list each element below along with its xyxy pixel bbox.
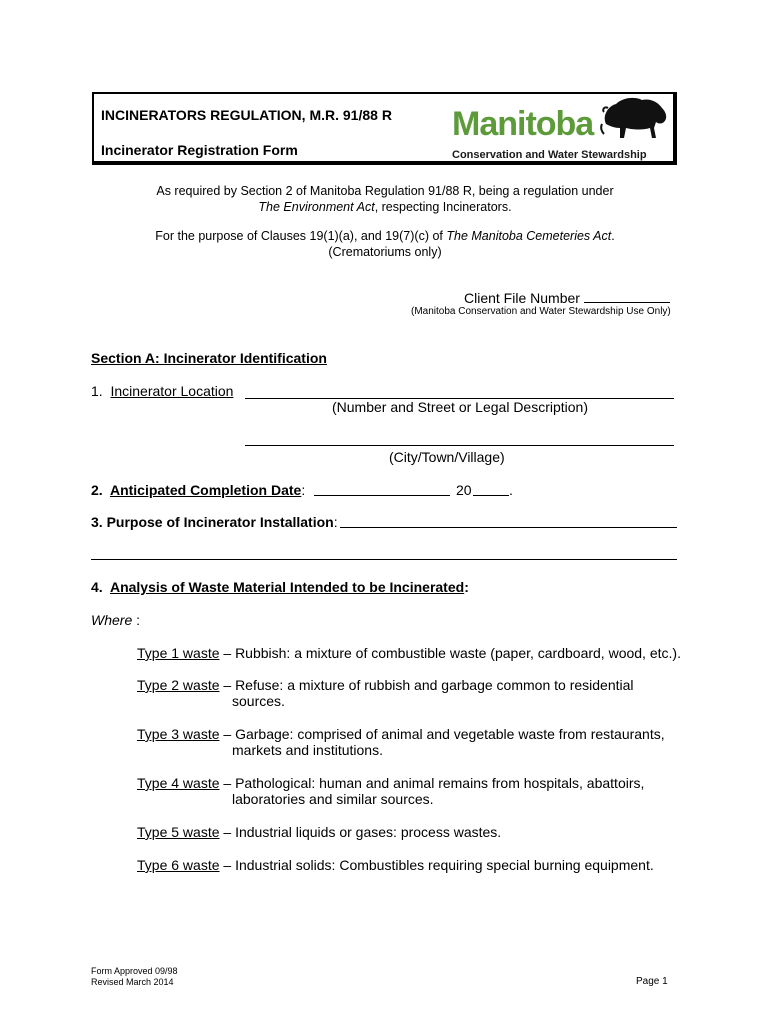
q1-number: 1. [91,383,103,399]
q2-row [91,482,305,498]
waste-type-3-cont: markets and institutions. [232,742,383,758]
q4-label: Analysis of Waste Material Intended to be Incinerated [109,579,465,595]
location-city-field[interactable] [245,445,674,446]
q4-colon: : [464,579,469,595]
q3-row [91,514,338,530]
manitoba-logo-wordmark: Manitoba [452,105,594,143]
client-file-note: (Manitoba Conservation and Water Stewardship Use Only) [411,306,671,317]
waste-type-3 [137,726,697,742]
footer-form-info [91,966,178,988]
form-approved: Form Approved 09/98 [91,966,178,976]
waste-type-5 [137,824,697,840]
waste-type-desc: – Garbage: comprised of animal and vegetable waste from restaurants, [219,726,665,742]
waste-type-desc: – Pathological: human and animal remains from hospitals, abattoirs, [219,775,645,791]
logo-tagline: Conservation and Water Stewardship [452,149,647,161]
completion-year-prefix: 20 [456,482,472,498]
cemeteries-act-title: The Manitoba Cemeteries Act [446,229,612,243]
environment-act-title: The Environment Act [258,200,375,214]
location-city-caption: (City/Town/Village) [389,449,505,465]
client-file-field[interactable] [584,289,670,303]
q4-row [91,579,469,595]
bison-icon [598,94,670,142]
where-colon: : [132,612,141,628]
waste-type-label: Type 4 waste [137,775,220,791]
purpose-field-1[interactable] [340,527,677,528]
q1-row [91,383,233,399]
q2-number: 2. [91,482,103,498]
q1-label: Incinerator Location [110,383,234,399]
intro-line-3-end: . [611,229,615,243]
waste-type-desc: – Rubbish: a mixture of combustible waste (paper, cardboard, wood, etc.). [219,645,681,661]
where-word: Where [91,612,133,628]
waste-type-label: Type 5 waste [137,824,220,840]
completion-date-field[interactable] [314,495,450,496]
q3-colon: : [333,514,338,530]
intro-line-1: As required by Section 2 of Manitoba Regulation 91/88 R, being a regulation under [156,184,614,198]
where-label [91,612,140,628]
intro-line-4: (Crematoriums only) [328,245,442,259]
q2-label: Anticipated Completion Date [109,482,302,498]
client-file-number [464,289,670,306]
waste-type-6 [137,857,697,873]
form-revised: Revised March 2014 [91,977,174,987]
q2-colon: : [301,482,306,498]
waste-type-2 [137,677,697,693]
completion-year-end: . [509,482,513,498]
waste-type-4-cont: laboratories and similar sources. [232,791,434,807]
completion-year-field[interactable] [473,495,509,496]
intro-line-3-start: For the purpose of Clauses 19(1)(a), and 19(7)(c) of [155,229,447,243]
page-number: Page 1 [636,976,668,987]
location-street-caption: (Number and Street or Legal Description) [332,399,589,415]
waste-type-label: Type 6 waste [137,857,220,873]
waste-type-label: Type 2 waste [137,677,220,693]
waste-type-desc: – Refuse: a mixture of rubbish and garbage common to residential [219,677,634,693]
form-subtitle: Incinerator Registration Form [101,142,298,158]
q3-label: 3. Purpose of Incinerator Installation [91,514,334,530]
waste-type-label: Type 1 waste [137,645,220,661]
purpose-field-2[interactable] [91,559,677,560]
q4-number: 4. [91,579,103,595]
intro-line-3 [0,229,770,243]
waste-type-desc: – Industrial solids: Combustibles requiring special burning equipment. [219,857,654,873]
waste-type-label: Type 3 waste [137,726,220,742]
client-file-label: Client File Number [464,290,580,306]
waste-type-1 [137,645,697,661]
section-a-heading: Section A: Incinerator Identification [91,350,327,366]
waste-type-desc: – Industrial liquids or gases: process wastes. [219,824,502,840]
waste-type-4 [137,775,697,791]
form-title: INCINERATORS REGULATION, M.R. 91/88 R [101,107,392,123]
intro-line-2 [0,200,770,214]
intro-line-2-rest: , respecting Incinerators. [374,200,512,214]
waste-type-2-cont: sources. [232,693,285,709]
